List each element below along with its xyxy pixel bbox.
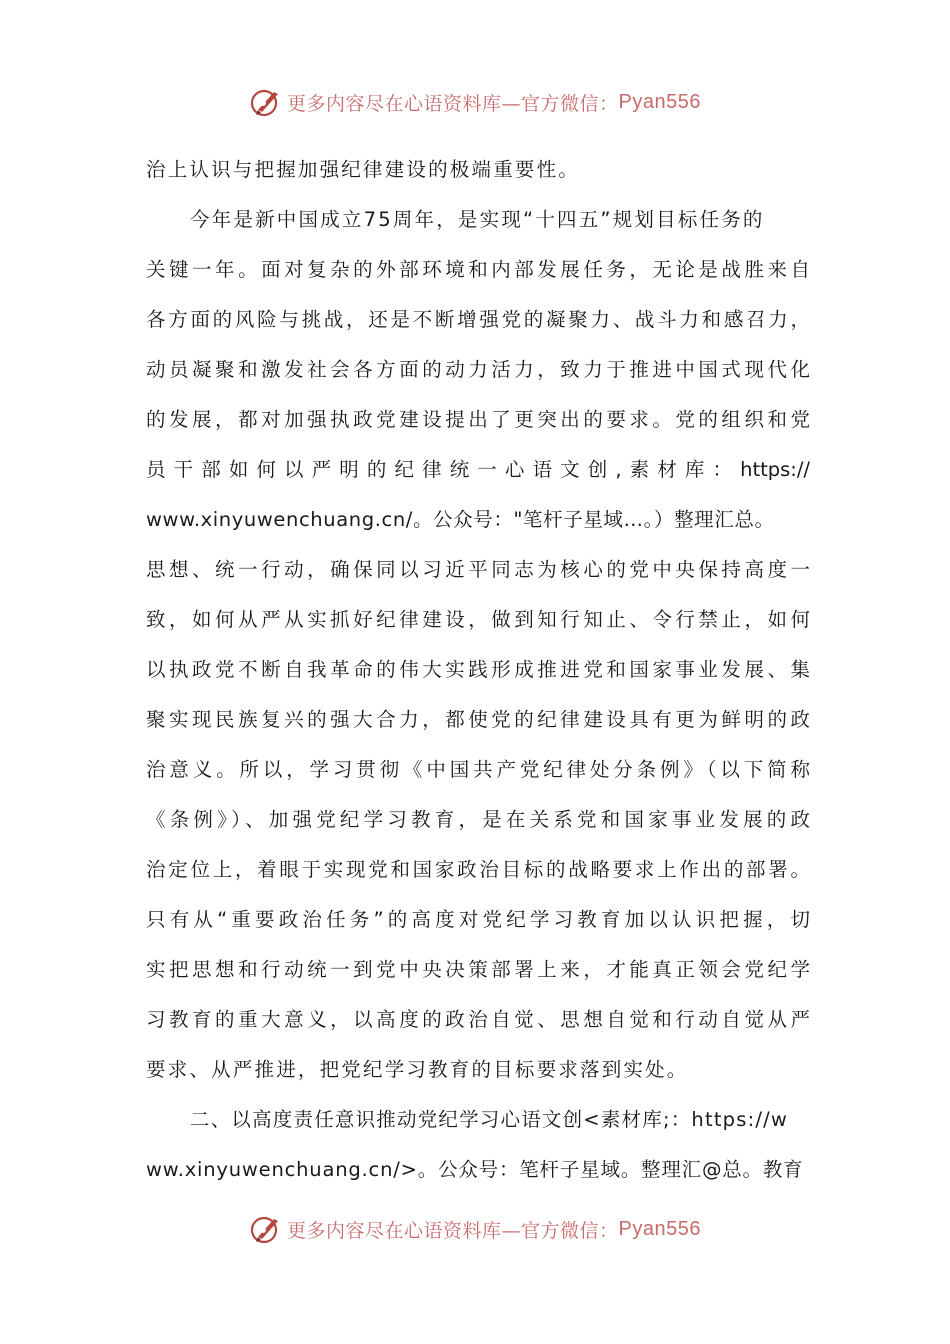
text-line: 二、以高度责任意识推动党纪学习心语文创<素材库;：https://w (190, 1108, 789, 1131)
footer-watermark (0, 1209, 950, 1249)
text-line: 实把思想和行动统一到党中央决策部署上来，才能真正领会党纪学 (146, 958, 810, 981)
pen-logo-icon (249, 1212, 283, 1246)
watermark-wechat-id: Pyan556 (618, 90, 701, 113)
text-line: 要求、从严推进，把党纪学习教育的目标要求落到实处。 (146, 1058, 689, 1081)
text-line: 只有从“重要政治任务”的高度对党纪学习教育加以认识把握，切 (146, 908, 810, 931)
text-line: 关键一年。面对复杂的外部环境和内部发展任务，无论是战胜来自 (146, 258, 810, 281)
text-line: 动员凝聚和激发社会各方面的动力活力，致力于推进中国式现代化 (146, 358, 810, 381)
document-body (146, 145, 810, 1195)
text-line: 今年是新中国成立75周年，是实现“十四五”规划目标任务的 (190, 208, 765, 231)
text-line: 思想、统一行动，确保同以习近平同志为核心的党中央保持高度一 (146, 558, 810, 581)
watermark-text: 更多内容尽在心语资料库—官方微信： (287, 92, 619, 115)
text-line: 各方面的风险与挑战，还是不断增强党的凝聚力、战斗力和感召力， (146, 308, 810, 331)
text-line: 《条例》）、加强党纪学习教育，是在关系党和国家事业发展的政 (146, 808, 810, 831)
text-line: 治意义。所以，学习贯彻《中国共产党纪律处分条例》（以下简称 (146, 758, 810, 781)
watermark-wechat-id: Pyan556 (618, 1217, 701, 1240)
header-watermark (0, 82, 950, 122)
watermark-text: 更多内容尽在心语资料库—官方微信： (287, 1219, 619, 1242)
text-line: 治上认识与把握加强纪律建设的极端重要性。 (146, 158, 581, 181)
text-line: 以执政党不断自我革命的伟大实践形成推进党和国家事业发展、集 (146, 658, 810, 681)
text-line: 致，如何从严从实抓好纪律建设，做到知行知止、令行禁止，如何 (146, 608, 810, 631)
text-line: 治定位上，着眼于实现党和国家政治目标的战略要求上作出的部署。 (146, 858, 810, 881)
text-line: www.xinyuwenchuang.cn/。公众号："笔杆子星域…。）整理汇总。 (146, 508, 775, 531)
text-line: 员干部如何以严明的纪律统一心语文创,素材库：https:// (146, 458, 810, 481)
pen-logo-icon (249, 85, 283, 119)
text-line: 聚实现民族复兴的强大合力，都使党的纪律建设具有更为鲜明的政 (146, 708, 810, 731)
text-line: 的发展，都对加强执政党建设提出了更突出的要求。党的组织和党 (146, 408, 810, 431)
text-line: ww.xinyuwenchuang.cn/>。公众号：笔杆子星域。整理汇@总。教育 (146, 1158, 804, 1181)
text-line: 习教育的重大意义，以高度的政治自觉、思想自觉和行动自觉从严 (146, 1008, 810, 1031)
